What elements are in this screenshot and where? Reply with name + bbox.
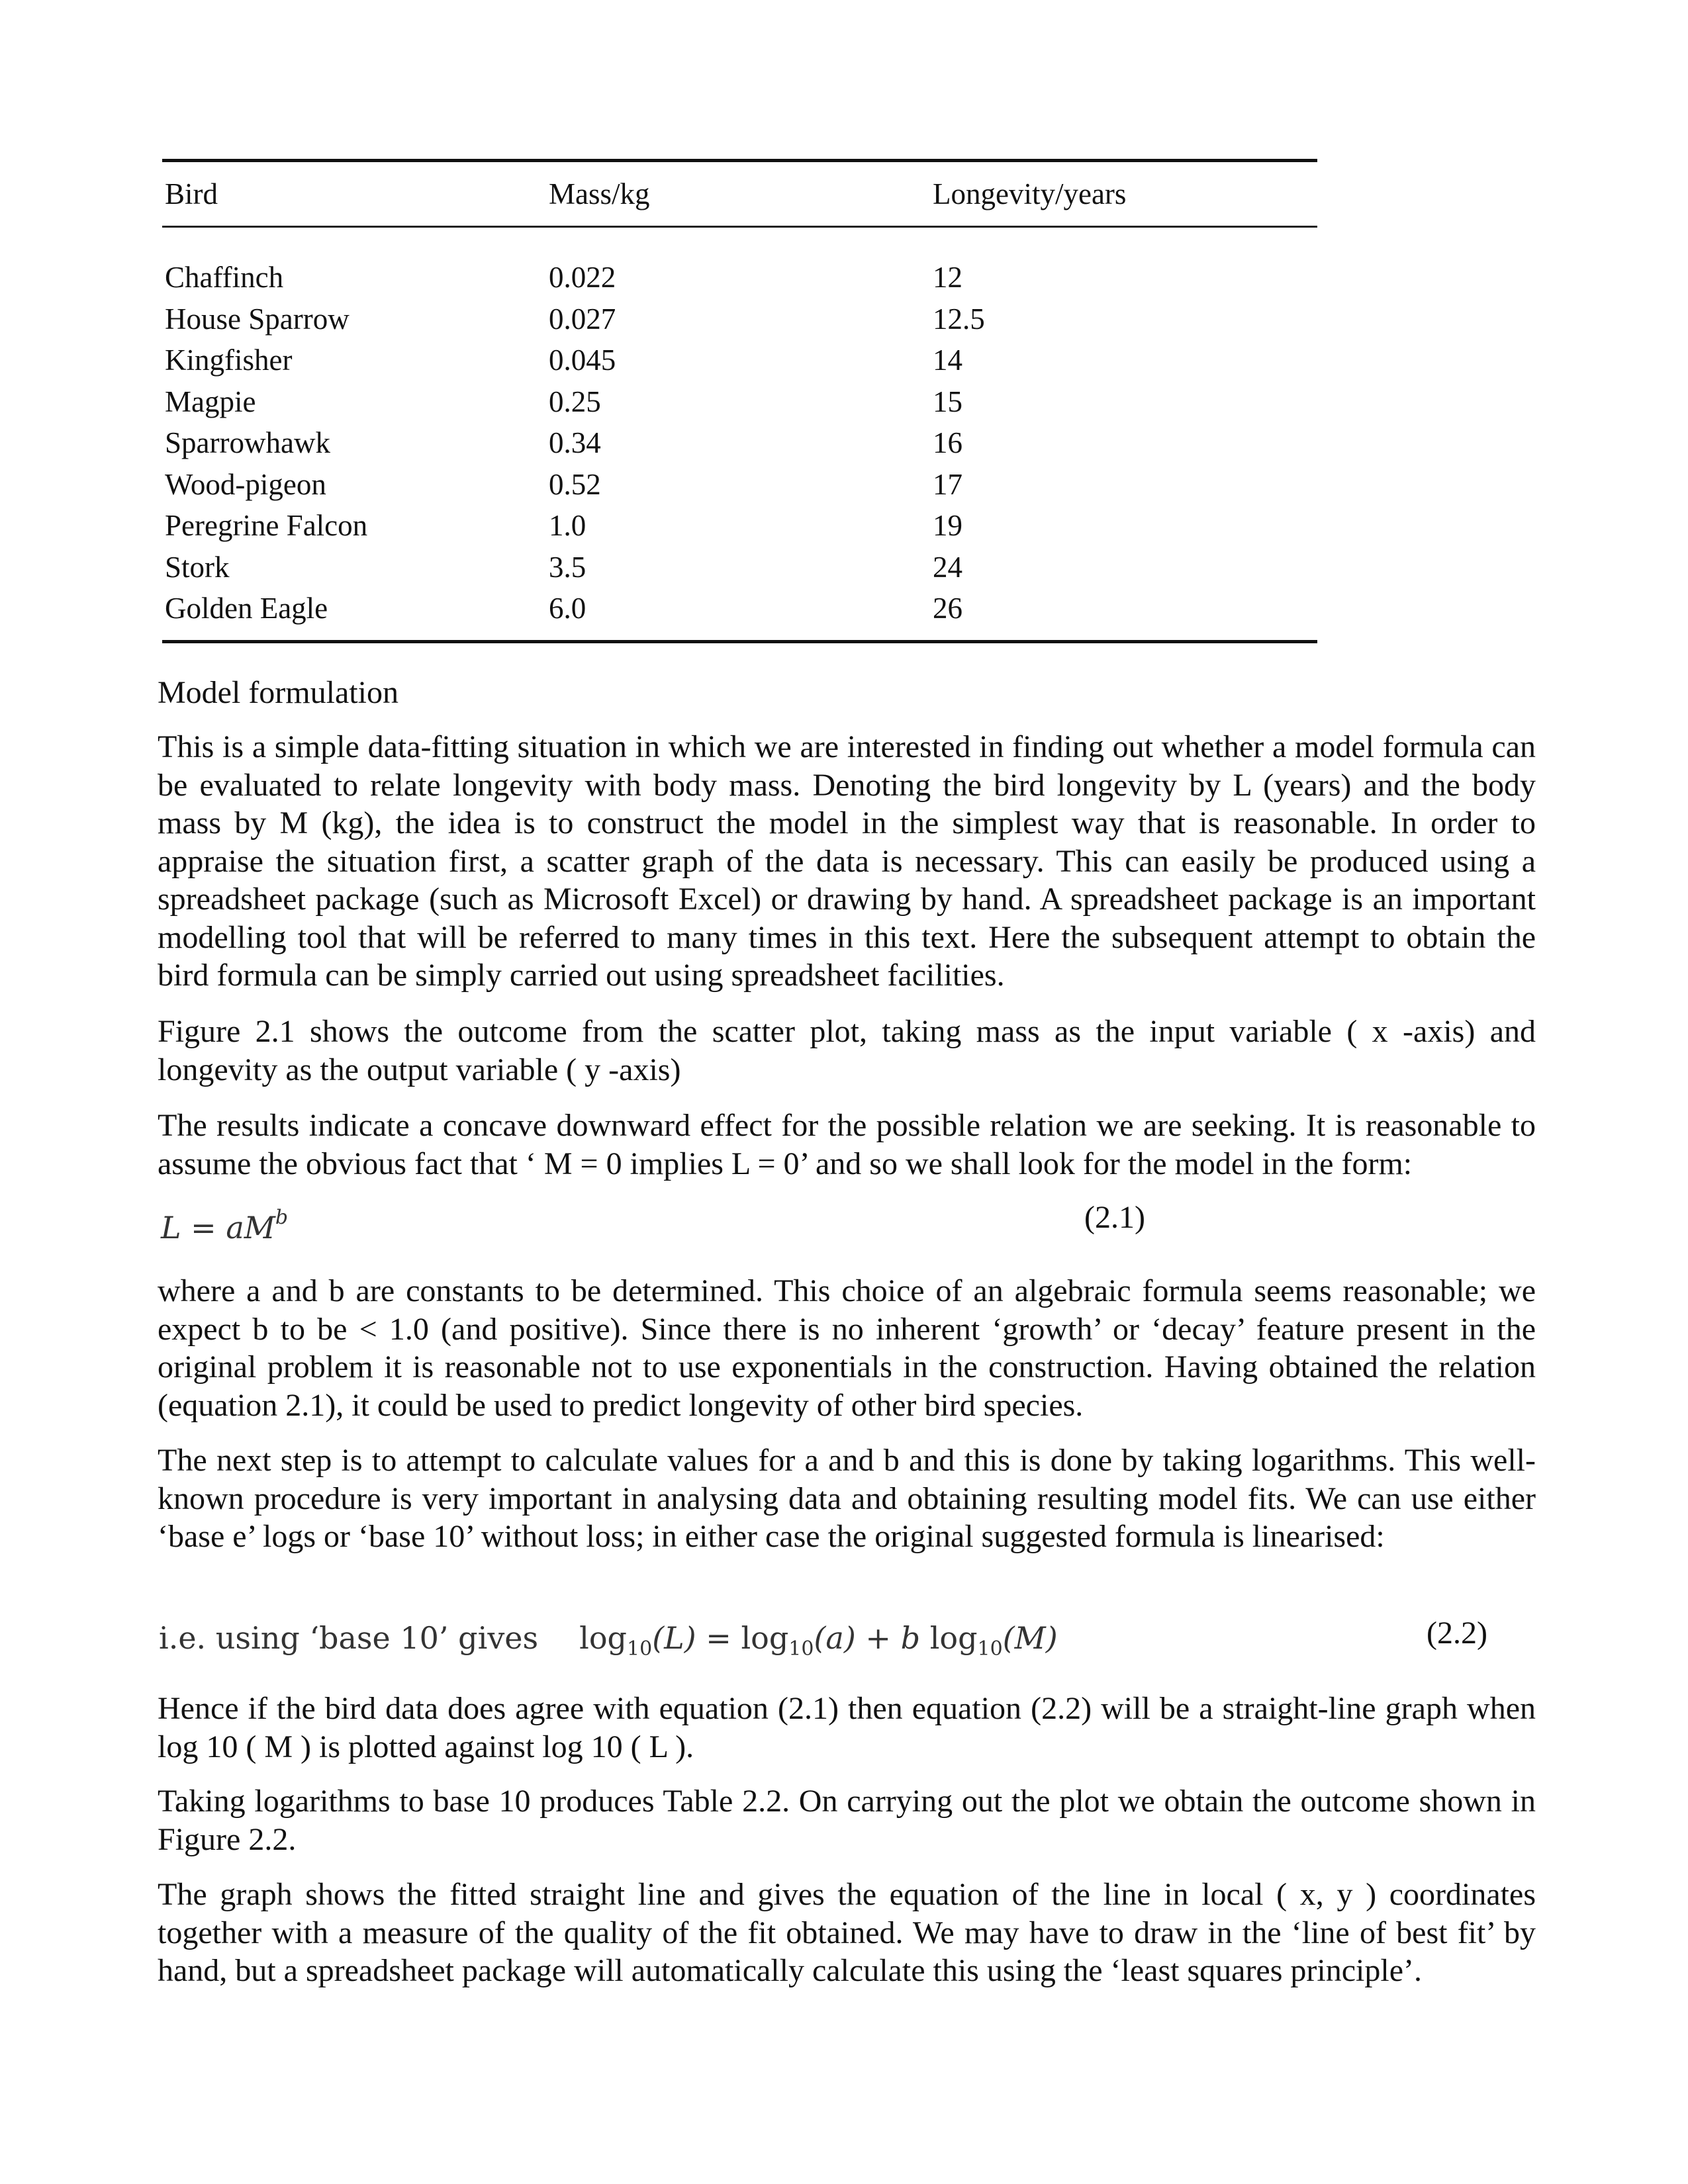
cell-bird: Chaffinch [165, 261, 284, 295]
cell-mass: 0.045 [549, 343, 616, 377]
table-row [162, 588, 1317, 629]
eq2-equals: = [696, 1620, 741, 1656]
table-row [162, 547, 1317, 588]
equation-2-1 [161, 1206, 288, 1246]
paragraph-8: The graph shows the fitted straight line and gives the equation of the line in local ( x, y ) coordinates together with a measure of the quality of the fit obtained. We may have to draw in the ‘line of best fit’ by hand, but a spreadsheet package will automatically calculate this using the ‘least squares principle’. [158, 1877, 1536, 1988]
header-bird: Bird [165, 177, 218, 210]
eq1-lhs: L [161, 1210, 181, 1246]
cell-mass: 3.5 [549, 550, 586, 584]
cell-bird: Wood-pigeon [165, 467, 326, 501]
paragraph-4: where a and b are constants to be determined. This choice of an algebraic formula seems reasonable; we expect b to be < 1.0 (and positive). Since there is no inherent ‘growth’ or ‘decay’ feature present in the original problem it is reasonable not to use exponentials in the construction. Having obtained the relation (equation 2.1), it could be used to predict longevity of other bird species. [158, 1273, 1536, 1423]
cell-bird: House Sparrow [165, 302, 350, 336]
header-longevity: Longevity/years [933, 177, 1127, 210]
cell-longevity: 19 [933, 509, 962, 543]
cell-longevity: 26 [933, 592, 962, 625]
paragraph-6: Hence if the bird data does agree with equation (2.1) then equation (2.2) will be a straight-line graph when log 10 ( M ) is plotted against log 10 ( L ). [158, 1691, 1536, 1764]
table-row [162, 381, 1317, 423]
eq2-log-l: $\log_{10}(L)$ [579, 1620, 696, 1661]
eq2-log-m: $\log_{10}(M)$ [929, 1620, 1058, 1661]
equation-2-2 [159, 1620, 1058, 1661]
eq2-prefix: i.e. using ‘base 10’ gives [159, 1620, 539, 1656]
cell-bird: Magpie [165, 385, 256, 418]
cell-longevity: 15 [933, 385, 962, 418]
cell-longevity: 12.5 [933, 302, 985, 336]
cell-bird: Peregrine Falcon [165, 509, 368, 543]
cell-bird: Golden Eagle [165, 592, 328, 625]
table-bottom-rule [162, 640, 1317, 643]
table-row [162, 422, 1317, 464]
bird-data-table [162, 159, 1317, 643]
header-mass: Mass/kg [549, 177, 650, 210]
eq1-coef: a [226, 1210, 244, 1246]
cell-bird: Stork [165, 550, 230, 584]
cell-longevity: 24 [933, 550, 962, 584]
table-row [162, 505, 1317, 547]
eq2-plus: + [855, 1620, 901, 1656]
cell-bird: Kingfisher [165, 343, 293, 377]
table-body [162, 228, 1317, 640]
cell-mass: 0.25 [549, 385, 601, 418]
cell-mass: 0.022 [549, 261, 616, 295]
eq2-log-a: $\log_{10}(a)$ [741, 1620, 856, 1661]
table-row [162, 340, 1317, 381]
section-heading: Model formulation [158, 675, 399, 710]
equation-2-1-number: (2.1) [1084, 1200, 1145, 1235]
cell-mass: 6.0 [549, 592, 586, 625]
eq1-exponent: b [275, 1206, 289, 1229]
paragraph-2: Figure 2.1 shows the outcome from the scatter plot, taking mass as the input variable ( x -axis) and longevity as the output variable ( y -axis) [158, 1014, 1536, 1087]
cell-longevity: 12 [933, 261, 962, 295]
cell-longevity: 17 [933, 467, 962, 501]
paragraph-1: This is a simple data-fitting situation in which we are interested in finding out whether a model formula can be evaluated to relate longevity with body mass. Denoting the bird longevity by L (years) and the body mass by M (kg), the idea is to construct the model in the simplest way that is reasonable. In order to appraise the situation first, a scatter graph of the data is necessary. This can easily be produced using a spreadsheet package (such as Microsoft Excel) or drawing by hand. A spreadsheet package is an important modelling tool that will be referred to many times in this text. Here the subsequent attempt to obtain the bird formula can be simply carried out using spreadsheet facilities. [158, 729, 1536, 993]
paragraph-3: The results indicate a concave downward effect for the possible relation we are seeking. It is reasonable to assume the obvious fact that ‘ M = 0 implies L = 0’ and so we shall look for the model in the form: [158, 1108, 1536, 1181]
cell-mass: 0.027 [549, 302, 616, 336]
table-row [162, 298, 1317, 340]
cell-longevity: 16 [933, 426, 962, 460]
cell-mass: 0.34 [549, 426, 601, 460]
paragraph-5: The next step is to attempt to calculate values for a and b and this is done by taking logarithms. This well-known procedure is very important in analysing data and obtaining resulting model fits. We can use either ‘base e’ logs or ‘base 10’ without loss; in either case the original suggested formula is linearised: [158, 1443, 1536, 1554]
paragraph-7: Taking logarithms to base 10 produces Table 2.2. On carrying out the plot we obtain the outcome shown in Figure 2.2. [158, 1784, 1536, 1857]
table-header-row [162, 162, 1317, 226]
eq2-coef-b: b [900, 1620, 921, 1656]
cell-bird: Sparrowhawk [165, 426, 330, 460]
cell-longevity: 14 [933, 343, 962, 377]
eq1-var: M [244, 1210, 275, 1246]
eq1-equals: = [181, 1210, 226, 1246]
table-row [162, 464, 1317, 506]
table-row [162, 257, 1317, 298]
cell-mass: 0.52 [549, 467, 601, 501]
equation-2-2-number: (2.2) [1427, 1615, 1487, 1651]
cell-mass: 1.0 [549, 509, 586, 543]
